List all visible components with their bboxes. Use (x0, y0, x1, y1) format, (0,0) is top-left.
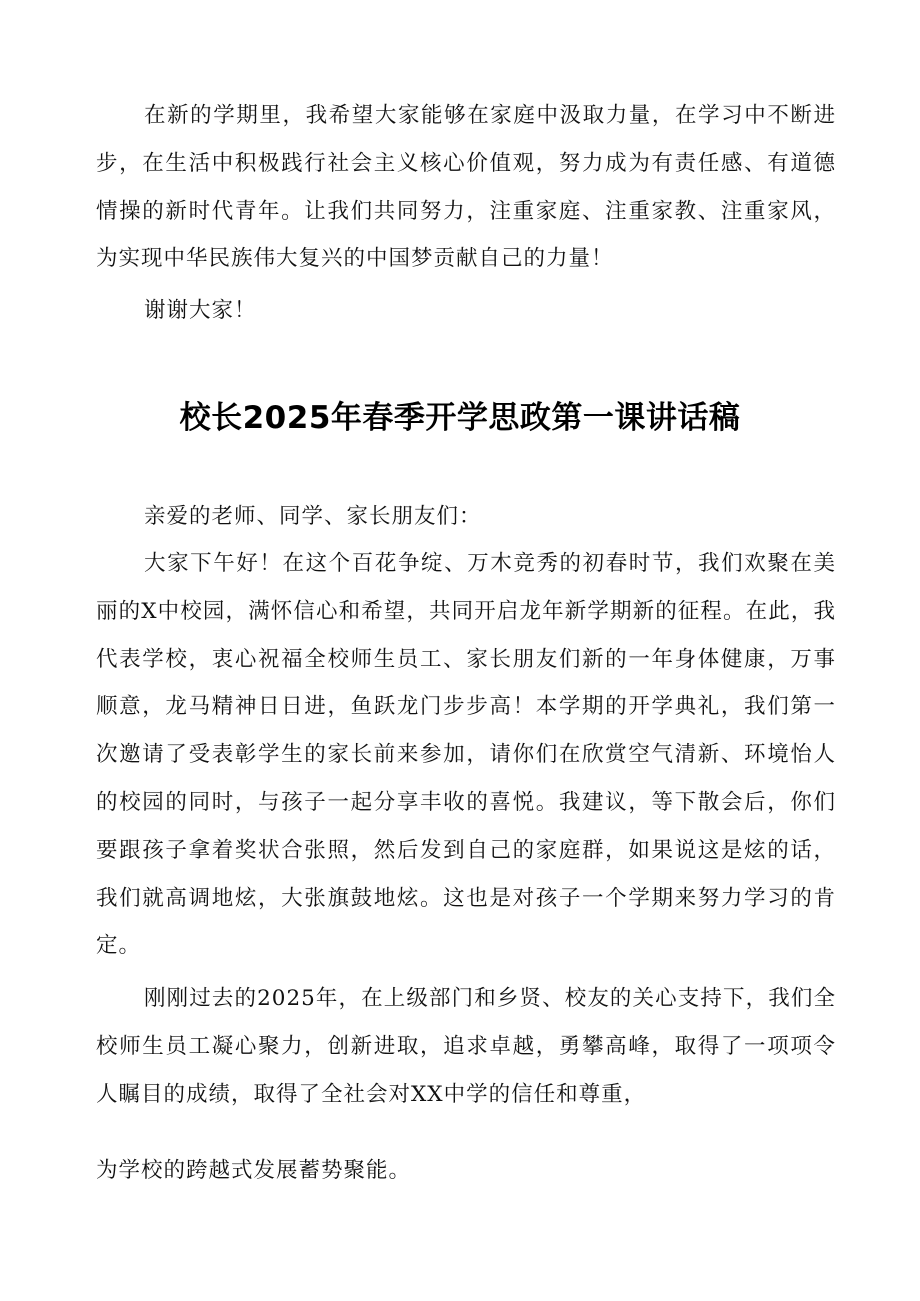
body-paragraph-1: 大家下午好！在这个百花争绽、万木竞秀的初春时节，我们欢聚在美丽的X中校园，满怀信心和希望，共同开启龙年新学期新的征程。在此，我代表学校，衷心祝福全校师生员工、家长朋友们新的一年身体健康，万事顺意，龙马精神日日进，鱼跃龙门步步高！本学期的开学典礼，我们第一次邀请了受表彰学生的家长前来参加，请你们在欣赏空气清新、环境怡人的校园的同时，与孩子一起分享丰收的喜悦。我建议，等下散会后，你们要跟孩子拿着奖状合张照，然后发到自己的家庭群，如果说这是炫的话，我们就高调地炫，大张旗鼓地炫。这也是对孩子一个学期来努力学习的肯定。 (96, 551, 836, 959)
body-paragraph-3: 为学校的跨越式发展蓄势聚能。 (96, 1158, 412, 1183)
body-paragraph-2: 刚刚过去的2025年，在上级部门和乡贤、校友的关心支持下，我们全校师生员工凝心聚力，创新进取，追求卓越，勇攀高峰，取得了一项项令人瞩目的成绩，取得了全社会对XX中学的信任和尊重， (96, 986, 836, 1107)
thanks-line: 谢谢大家！ (144, 298, 257, 323)
intro-paragraph: 在新的学期里，我希望大家能够在家庭中汲取力量，在学习中不断进步，在生活中积极践行社会主义核心价值观，努力成为有责任感、有道德情操的新时代青年。让我们共同努力，注重家庭、注重家教、注重家风，为实现中华民族伟大复兴的中国梦贡献自己的力量！ (96, 103, 836, 272)
page-title: 校长2025年春季开学思政第一课讲话稿 (179, 400, 741, 436)
salutation: 亲爱的老师、同学、家长朋友们： (144, 504, 482, 529)
